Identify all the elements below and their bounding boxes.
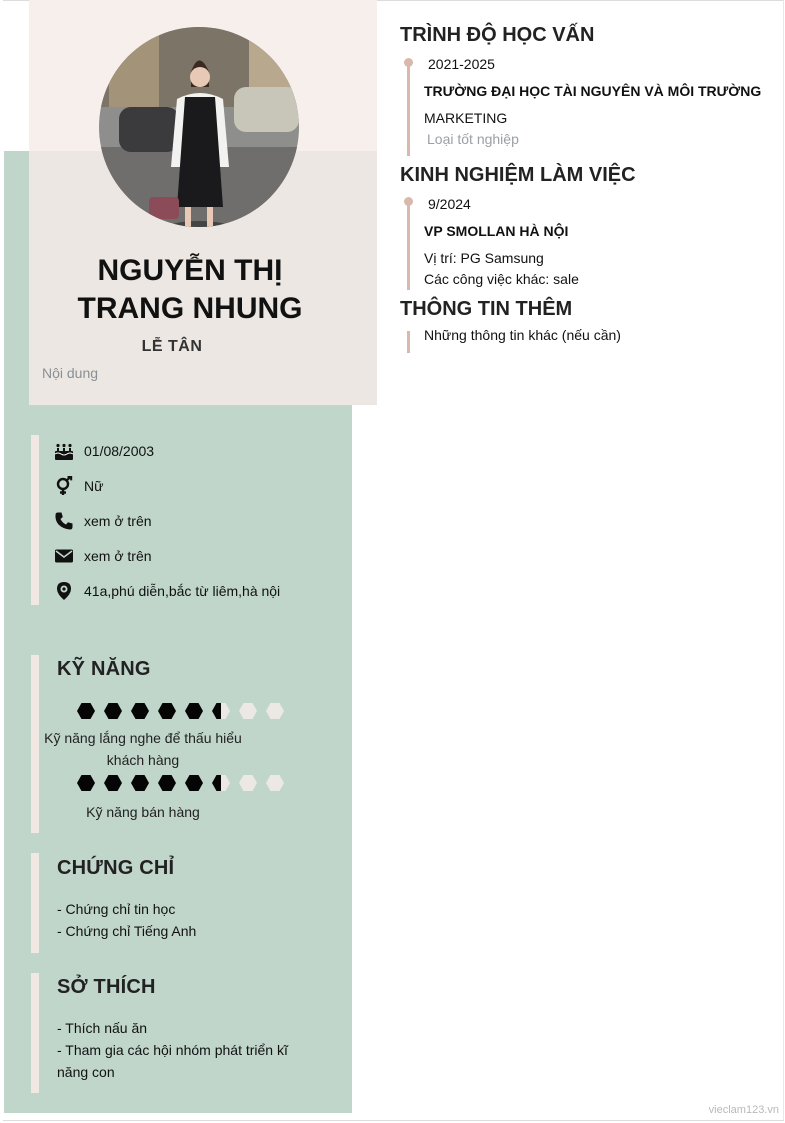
- experience-title: KINH NGHIỆM LÀM VIỆC: [400, 164, 636, 186]
- rating-hexagon: [212, 775, 230, 791]
- rating-hexagon: [185, 775, 203, 791]
- mail-icon: [54, 546, 74, 566]
- avatar-photo: [99, 27, 299, 227]
- summary-text: Nội dung: [42, 365, 99, 381]
- experience-company: VP SMOLLAN HÀ NỘI: [424, 223, 569, 239]
- hobbies-title: SỞ THÍCH: [57, 976, 156, 998]
- rating-hexagon: [104, 775, 122, 791]
- rating-hexagon: [212, 703, 230, 719]
- skill-rating-1: [77, 703, 293, 723]
- rating-hexagon: [266, 703, 284, 719]
- hobbies-list: [57, 1017, 288, 1083]
- additional-text: Những thông tin khác (nếu cần): [424, 327, 621, 343]
- rating-hexagon: [239, 775, 257, 791]
- skill-label-1: [35, 727, 251, 771]
- certificate-item: - Chứng chỉ tin học: [57, 901, 176, 917]
- education-grade: Loại tốt nghiệp: [427, 131, 519, 147]
- rating-hexagon: [239, 703, 257, 719]
- contact-email: [54, 544, 152, 568]
- additional-accent-line: [407, 331, 410, 353]
- avatar: [99, 27, 299, 227]
- experience-timeline-line: [407, 201, 410, 290]
- email-value: xem ở trên: [84, 548, 152, 564]
- phone-value: xem ở trên: [84, 513, 152, 529]
- experience-period: 9/2024: [428, 196, 471, 212]
- education-timeline-line: [407, 62, 410, 156]
- rating-hexagon: [77, 703, 95, 719]
- education-major: MARKETING: [424, 110, 508, 126]
- rating-hexagon: [131, 703, 149, 719]
- skill-label-2: Kỹ năng bán hàng: [86, 804, 200, 820]
- rating-hexagon: [266, 775, 284, 791]
- birthday-value: 01/08/2003: [84, 443, 155, 459]
- rating-hexagon: [77, 775, 95, 791]
- hobby-item: năng con: [57, 1064, 115, 1080]
- certificates-list: [57, 898, 196, 942]
- education-period: 2021-2025: [428, 56, 495, 72]
- watermark: vieclam123.vn: [708, 1104, 779, 1116]
- education-title: TRÌNH ĐỘ HỌC VẤN: [400, 24, 595, 46]
- contact-birthday: [54, 439, 154, 463]
- certificate-item: - Chứng chỉ Tiếng Anh: [57, 923, 197, 939]
- hobby-item: - Tham gia các hội nhóm phát triển kĩ: [57, 1042, 288, 1058]
- contact-gender: [54, 474, 103, 498]
- hobbies-accent-bar: [31, 973, 39, 1093]
- certificates-title: CHỨNG CHỈ: [57, 857, 175, 879]
- job-title: LỄ TÂN: [141, 338, 203, 355]
- name-line-1: NGUYỄN THỊ: [97, 254, 283, 287]
- gender-value: Nữ: [84, 478, 104, 494]
- phone-icon: [54, 511, 74, 531]
- skills-title: KỸ NĂNG: [57, 658, 151, 680]
- rating-hexagon: [158, 775, 176, 791]
- contact-address: [54, 579, 280, 603]
- skill-label-1-line-2: khách hàng: [106, 752, 180, 768]
- additional-title: THÔNG TIN THÊM: [400, 298, 573, 320]
- location-pin-icon: [54, 581, 74, 601]
- rating-hexagon: [158, 703, 176, 719]
- skill-label-1-line-1: Kỹ năng lắng nghe để thấu hiểu: [44, 730, 242, 746]
- contact-phone: [54, 509, 152, 533]
- rating-hexagon: [104, 703, 122, 719]
- rating-hexagon: [185, 703, 203, 719]
- cake-icon: [54, 441, 74, 461]
- skill-rating-2: [77, 775, 293, 795]
- rating-hexagon: [131, 775, 149, 791]
- hobby-item: - Thích nấu ăn: [57, 1020, 148, 1036]
- contact-accent-bar: [31, 435, 39, 605]
- address-value: 41a,phú diễn,bắc từ liêm,hà nội: [84, 583, 281, 599]
- gender-icon: [54, 476, 74, 496]
- name-line-2: TRANG NHUNG: [77, 292, 303, 325]
- certificates-accent-bar: [31, 853, 39, 953]
- candidate-name: [29, 252, 351, 328]
- education-school: TRƯỜNG ĐẠI HỌC TÀI NGUYÊN VÀ MÔI TRƯỜNG: [424, 83, 762, 99]
- experience-position: Vị trí: PG Samsung: [424, 250, 544, 266]
- experience-other: Các công việc khác: sale: [424, 271, 579, 287]
